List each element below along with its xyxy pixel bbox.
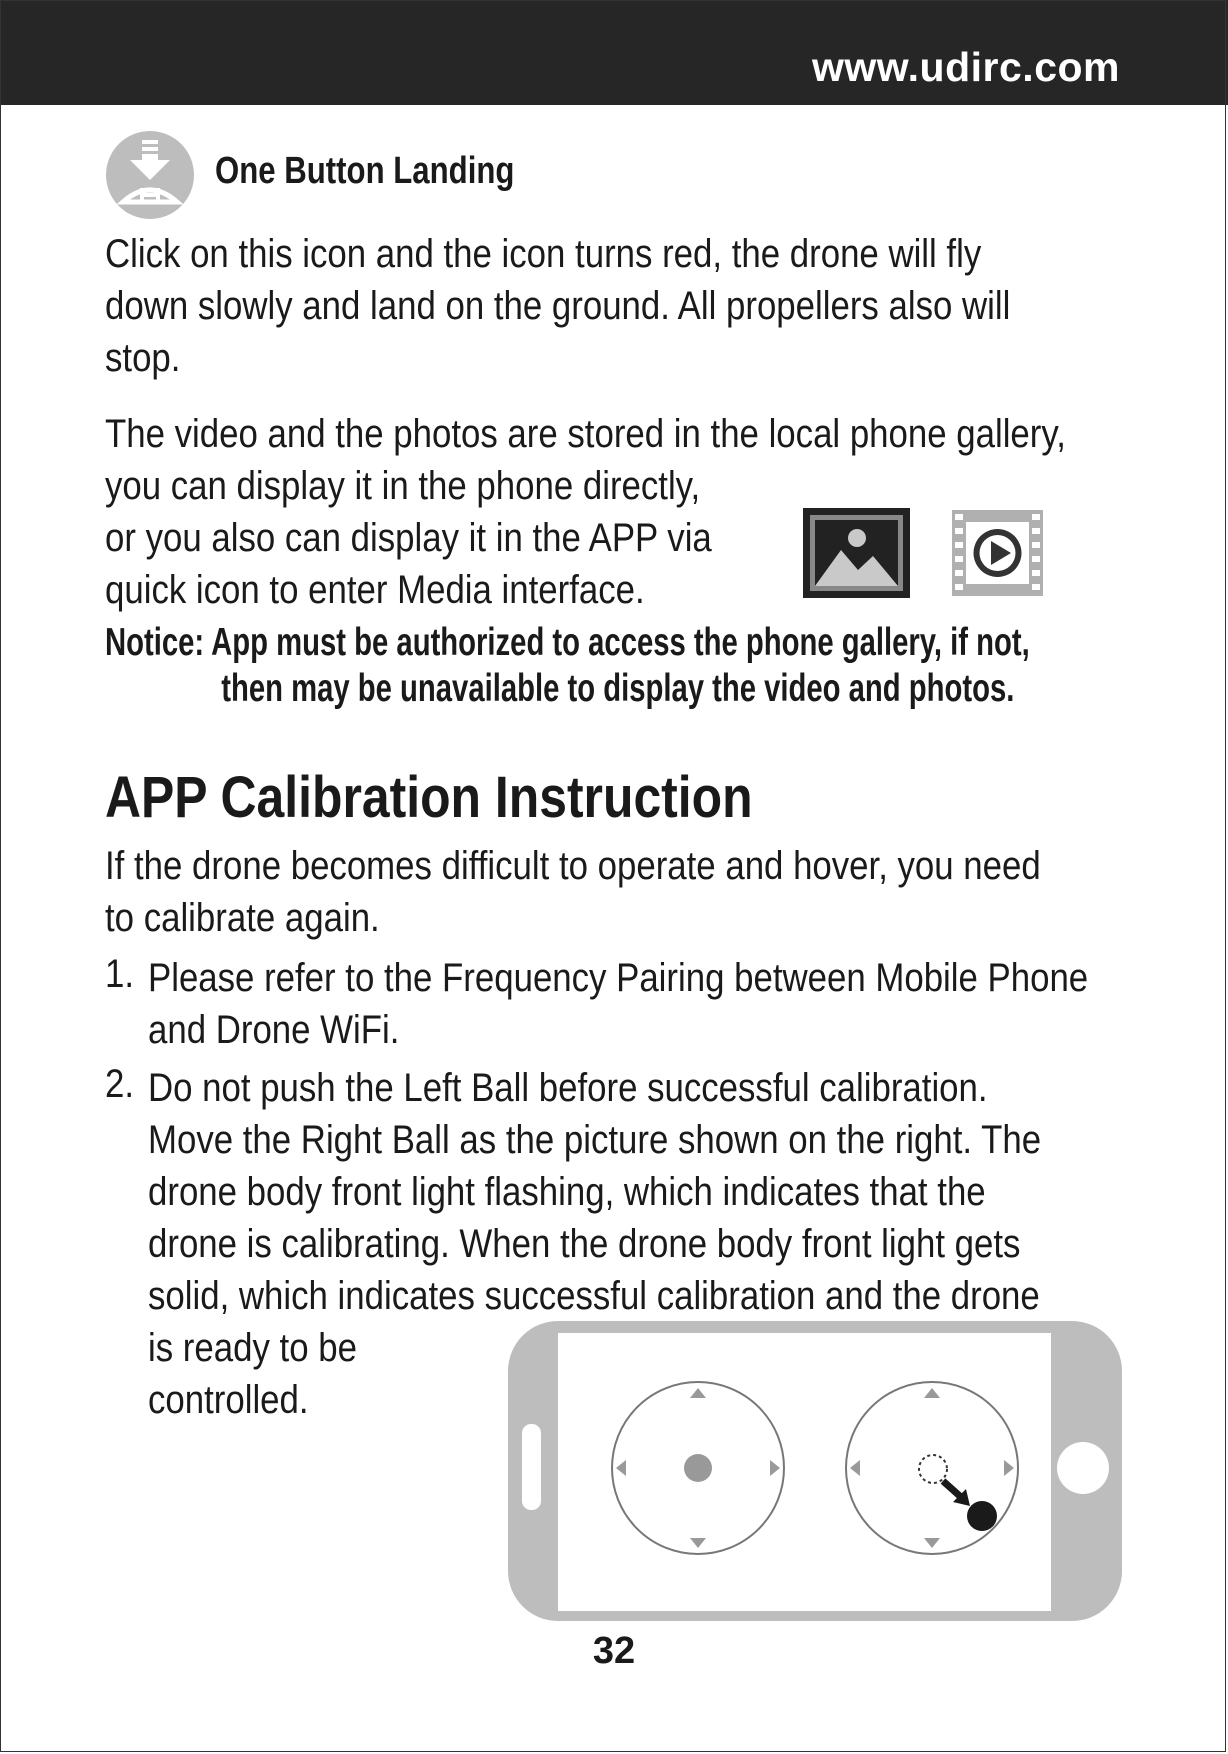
- notice-line-2: then may be unavailable to display the video and photos.: [221, 667, 1015, 710]
- step-number: 2.: [105, 1062, 135, 1106]
- text-line: or you also can display it in the APP via: [105, 516, 712, 560]
- text-line: stop.: [105, 336, 181, 380]
- calibration-heading: APP Calibration Instruction: [105, 765, 753, 830]
- text-line: to calibrate again.: [105, 896, 380, 940]
- text-line: and Drone WiFi.: [148, 1008, 400, 1052]
- notice-line-1: Notice: App must be authorized to access the phone gallery, if not,: [105, 621, 1030, 664]
- text-line: you can display it in the phone directly,: [105, 464, 701, 508]
- text-line: is ready to be: [148, 1326, 357, 1370]
- text-line: solid, which indicates successful calibration and the drone: [148, 1274, 1040, 1318]
- site-url[interactable]: www.udirc.com: [812, 44, 1120, 90]
- step-number: 1.: [105, 952, 135, 996]
- page-number: 32: [592, 1630, 636, 1672]
- text-line: Click on this icon and the icon turns red, the drone will fly: [105, 232, 982, 276]
- text-line: Please refer to the Frequency Pairing between Mobile Phone: [148, 956, 1089, 1000]
- landing-title: One Button Landing: [215, 150, 515, 192]
- text-line: The video and the photos are stored in the local phone gallery,: [105, 412, 1066, 456]
- text-line: quick icon to enter Media interface.: [105, 568, 645, 612]
- text-line: Do not push the Left Ball before successful calibration.: [148, 1066, 988, 1110]
- text-line: down slowly and land on the ground. All propellers also will: [105, 284, 1011, 328]
- text-line: drone body front light flashing, which indicates that the: [148, 1170, 986, 1214]
- text-line: controlled.: [148, 1378, 309, 1422]
- text-line: Move the Right Ball as the picture shown on the right. The: [148, 1118, 1042, 1162]
- text-line: If the drone becomes difficult to operate and hover, you need: [105, 844, 1041, 888]
- text-line: drone is calibrating. When the drone body front light gets: [148, 1222, 1021, 1266]
